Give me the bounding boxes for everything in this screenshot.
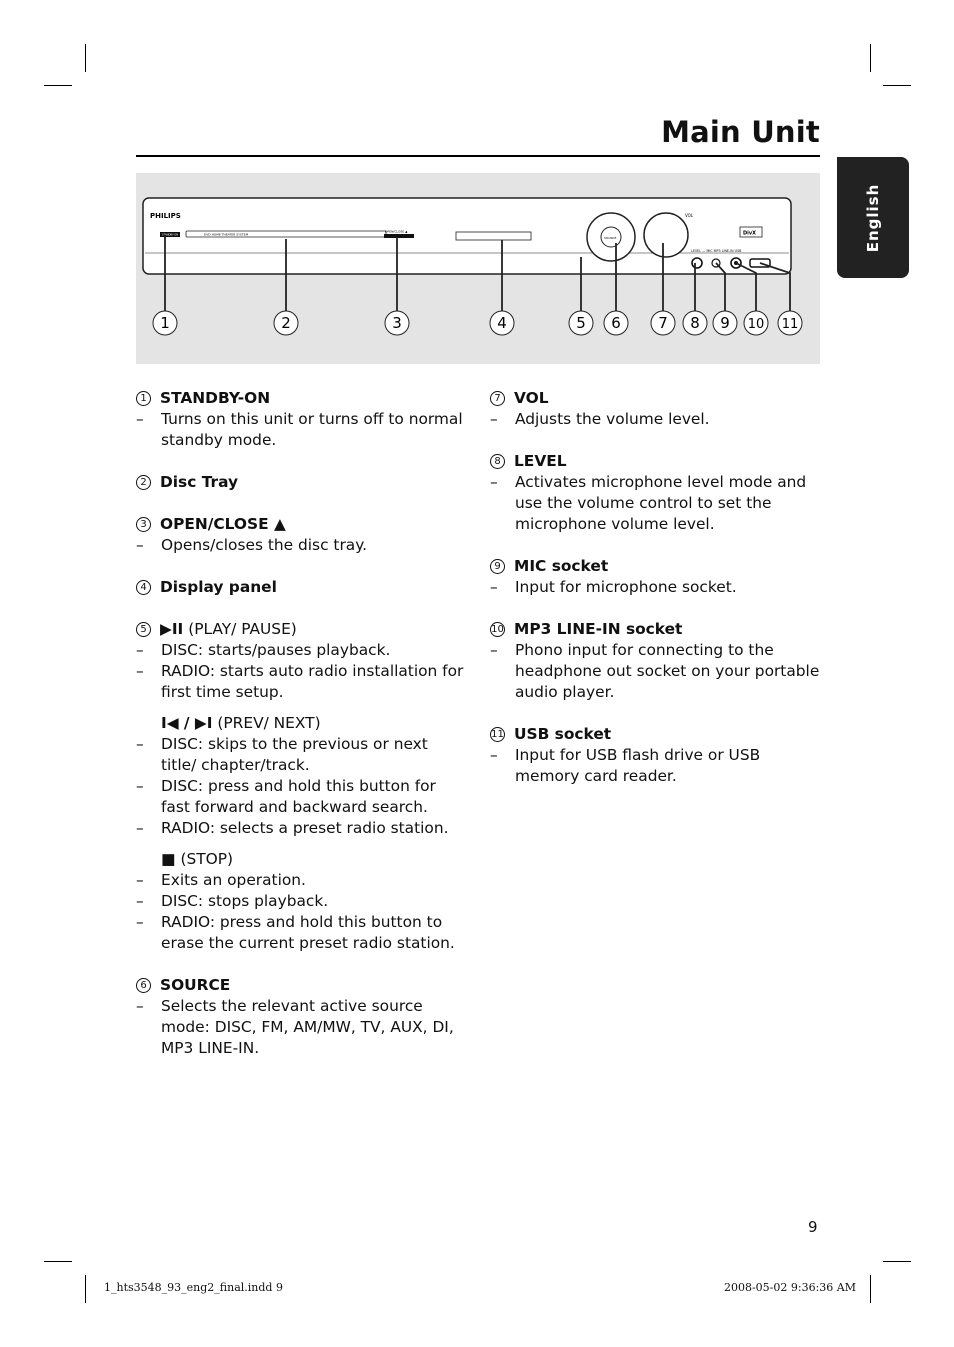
- crop-mark: [44, 85, 72, 86]
- tray-label: DVD HOME THEATER SYSTEM: [204, 232, 249, 237]
- subsection-label: (STOP): [175, 850, 234, 868]
- language-tab-label: English: [864, 183, 882, 252]
- control-icon: I◀ / ▶I: [161, 714, 213, 732]
- feature-item: [490, 451, 825, 535]
- feature-heading: [136, 577, 466, 598]
- feature-heading: [490, 724, 825, 745]
- feature-title: VOL: [514, 389, 549, 407]
- feature-item: [136, 619, 466, 954]
- bullet-text: – Exits an operation.: [136, 870, 466, 891]
- callout-number-9: 9: [720, 314, 730, 332]
- subsection-label: (PREV/ NEXT): [212, 714, 321, 732]
- play-pause-icon: ▶II: [160, 620, 184, 638]
- callout-number-11: 11: [781, 317, 799, 332]
- feature-title: Disc Tray: [160, 473, 239, 491]
- callout-number: 2: [136, 475, 151, 490]
- feature-item: [136, 388, 466, 451]
- page-title: Main Unit: [661, 115, 820, 149]
- bullet-text: – Adjusts the volume level.: [490, 409, 825, 430]
- bullet-text: – Selects the relevant active source mode: DISC, FM, AM/MW, TV, AUX, DI, MP3 LINE-IN.: [136, 996, 466, 1059]
- callout-number-3: 3: [392, 314, 402, 332]
- eject-icon: ▲: [268, 515, 286, 533]
- left-column: [136, 388, 466, 1080]
- open-close-button: [384, 234, 414, 238]
- bullet-text: – Phono input for connecting to the headphone out socket on your portable audio player.: [490, 640, 825, 703]
- feature-title: OPEN/CLOSE: [160, 515, 269, 533]
- feature-heading: [136, 619, 466, 640]
- feature-heading: [136, 514, 466, 535]
- feature-item: [136, 472, 466, 493]
- feature-title: USB socket: [514, 725, 612, 743]
- bullet-text: – DISC: stops playback.: [136, 891, 466, 912]
- bullet-text: – RADIO: starts auto radio installation for first time setup.: [136, 661, 466, 703]
- display-panel: [456, 232, 531, 240]
- vol-label: VOL: [685, 213, 694, 218]
- callout-number: 4: [136, 580, 151, 595]
- feature-title: MIC socket: [514, 557, 609, 575]
- callout-number-10: 10: [747, 317, 765, 332]
- bullet-text: – RADIO: selects a preset radio station.: [136, 818, 466, 839]
- feature-title: SOURCE: [160, 976, 231, 994]
- control-icon: ■: [161, 850, 176, 868]
- feature-heading: [136, 388, 466, 409]
- callout-number: 8: [490, 454, 505, 469]
- footer-timestamp: 2008-05-02 9:36:36 AM: [723, 1281, 856, 1294]
- callout-number: 3: [136, 517, 151, 532]
- crop-mark: [85, 1275, 86, 1303]
- feature-item: [490, 724, 825, 787]
- divx-label: DivX: [743, 230, 756, 237]
- crop-mark: [883, 1261, 911, 1262]
- feature-item: [490, 619, 825, 703]
- source-label: SOURCE: [604, 236, 617, 240]
- feature-heading: [136, 472, 466, 493]
- bullet-text: – DISC: skips to the previous or next title/ chapter/track.: [136, 734, 466, 776]
- open-close-label: OPEN/CLOSE ▲: [385, 229, 408, 234]
- page-number: 9: [808, 1218, 818, 1236]
- feature-heading: [490, 388, 825, 409]
- level-button: [692, 258, 702, 268]
- callout-number: 10: [490, 622, 505, 637]
- crop-mark: [85, 44, 86, 72]
- bullet-text: – DISC: press and hold this button for fast forward and backward search.: [136, 776, 466, 818]
- callout-number-2: 2: [281, 314, 291, 332]
- title-rule: [136, 155, 820, 157]
- feature-item: [136, 975, 466, 1059]
- jack-labels: LEVEL — MIC MP3 LINE-IN USB: [691, 249, 742, 253]
- standby-label: STANDBY-ON: [162, 233, 179, 237]
- feature-item: [136, 514, 466, 556]
- callout-number: 6: [136, 978, 151, 993]
- callout-number: 1: [136, 391, 151, 406]
- crop-mark: [883, 85, 911, 86]
- feature-item: [490, 556, 825, 598]
- callout-number-4: 4: [497, 314, 507, 332]
- language-tab: [837, 157, 909, 278]
- callout-number: 11: [490, 727, 505, 742]
- right-column: [490, 388, 825, 808]
- bullet-text: – Input for USB flash drive or USB memory card reader.: [490, 745, 825, 787]
- bullet-text: – Opens/closes the disc tray.: [136, 535, 466, 556]
- callout-number-5: 5: [576, 314, 586, 332]
- crop-mark: [870, 1275, 871, 1303]
- callout-number-8: 8: [690, 314, 700, 332]
- bullet-text: – Turns on this unit or turns off to normal standby mode.: [136, 409, 466, 451]
- feature-subtitle: (PLAY/ PAUSE): [183, 620, 297, 638]
- feature-heading: [490, 619, 825, 640]
- bullet-text: – Input for microphone socket.: [490, 577, 825, 598]
- main-unit-figure: [136, 173, 820, 364]
- crop-mark: [870, 44, 871, 72]
- subsection-heading: [136, 713, 466, 734]
- callout-number: 9: [490, 559, 505, 574]
- footer-file: 1_hts3548_93_eng2_final.indd 9: [104, 1281, 283, 1294]
- feature-item: [490, 388, 825, 430]
- callout-markers: [153, 311, 802, 335]
- bullet-text: – Activates microphone level mode and use the volume control to set the microphone volume level.: [490, 472, 825, 535]
- volume-knob: [644, 213, 688, 257]
- crop-mark: [44, 1261, 72, 1262]
- feature-heading: [490, 451, 825, 472]
- feature-title: STANDBY-ON: [160, 389, 271, 407]
- callout-number: 7: [490, 391, 505, 406]
- callout-number-6: 6: [611, 314, 621, 332]
- feature-title: LEVEL: [514, 452, 567, 470]
- subsection-heading: [136, 849, 466, 870]
- feature-heading: [490, 556, 825, 577]
- bullet-text: – RADIO: press and hold this button to erase the current preset radio station.: [136, 912, 466, 954]
- callout-number-7: 7: [658, 314, 668, 332]
- callout-number: 5: [136, 622, 151, 637]
- brand-logo: PHILIPS: [150, 212, 181, 220]
- feature-title: Display panel: [160, 578, 277, 596]
- feature-title: MP3 LINE-IN socket: [514, 620, 683, 638]
- callout-number-1: 1: [160, 314, 170, 332]
- bullet-text: – DISC: starts/pauses playback.: [136, 640, 466, 661]
- feature-heading: [136, 975, 466, 996]
- main-unit-illustration: [136, 173, 820, 364]
- feature-item: [136, 577, 466, 598]
